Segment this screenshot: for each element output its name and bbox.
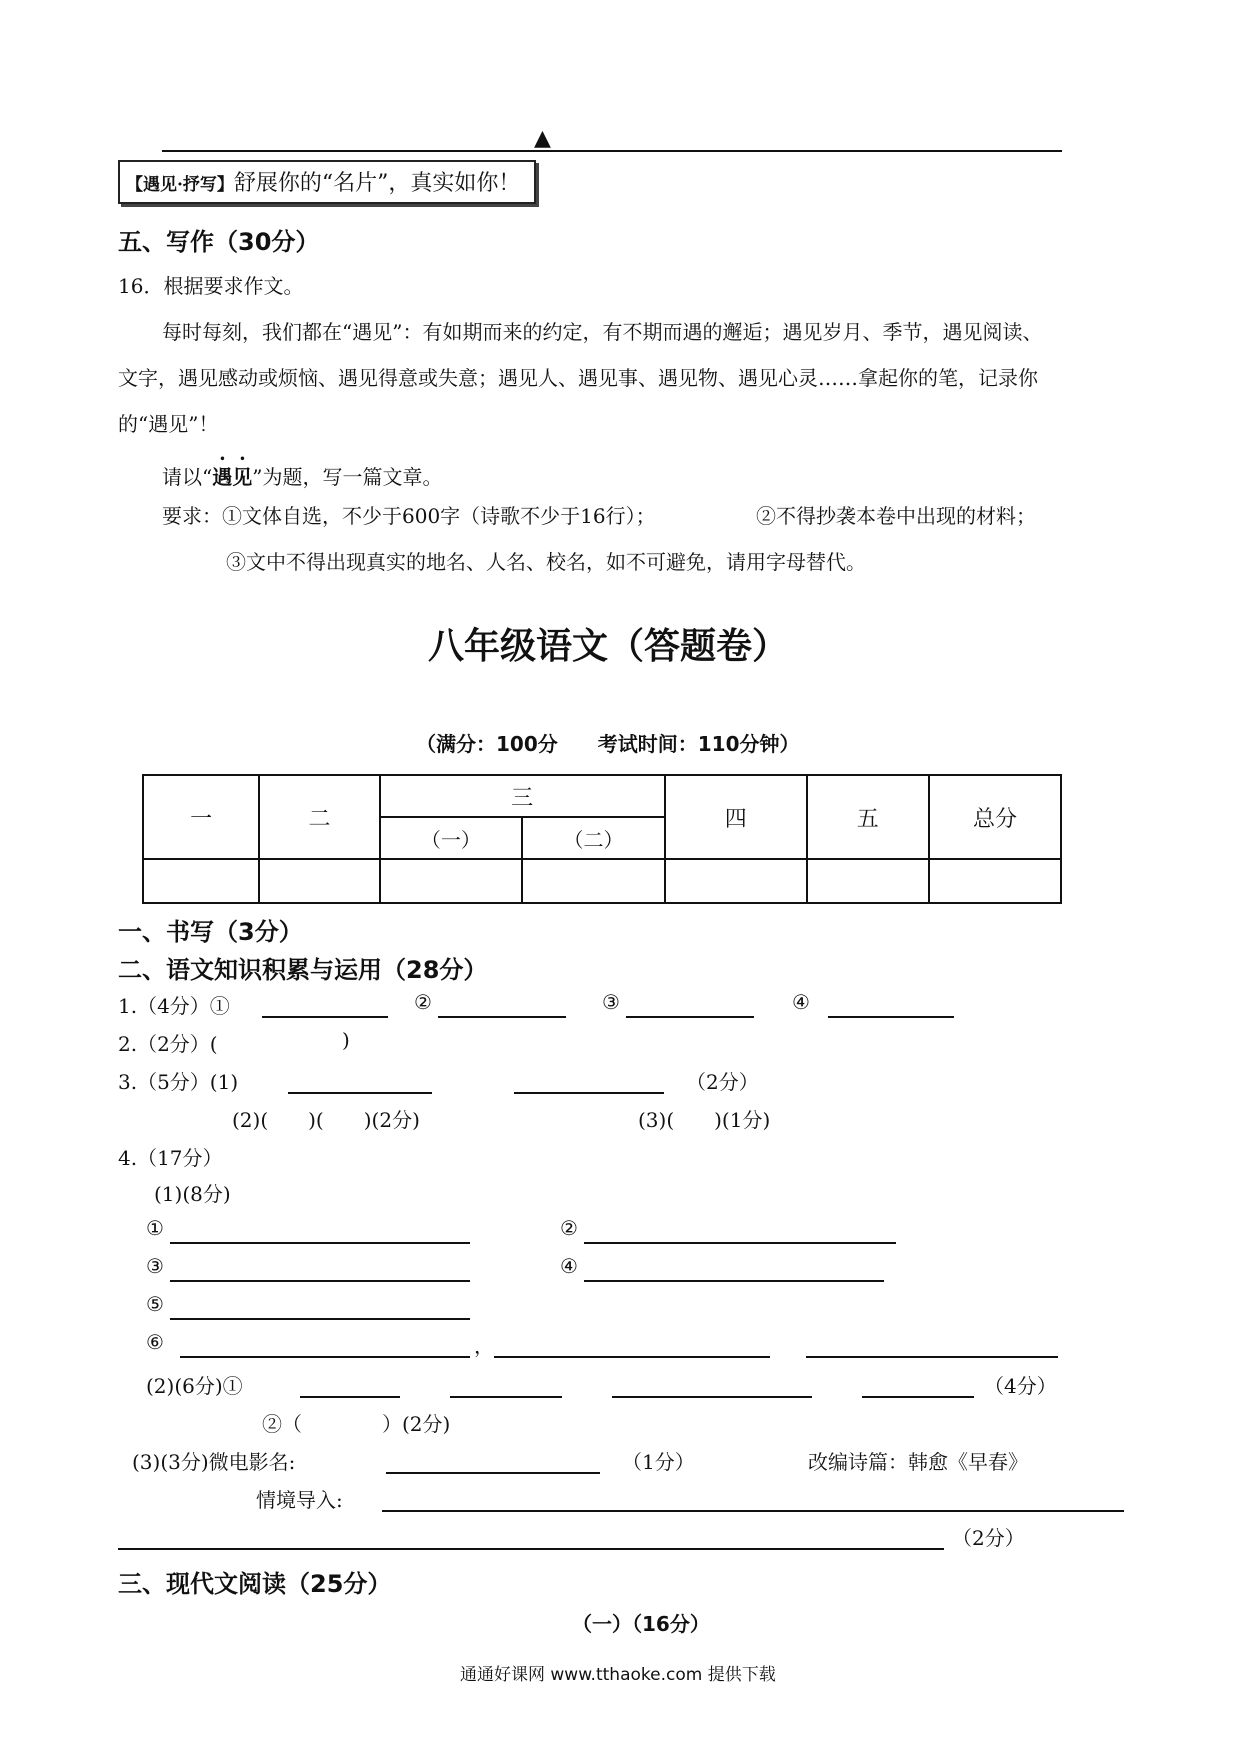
writing-para-line-2: 文字，遇见感动或烦恼、遇见得意或失意；遇见人、遇见事、遇见物、遇见心灵……拿起你的笔，记录你	[118, 366, 1038, 390]
score-col-total: 总分	[929, 775, 1061, 859]
tag-text: 舒展你的“名片”，真实如你！	[233, 171, 521, 196]
q3-points: （2分）	[686, 1070, 759, 1094]
writing-prompt	[162, 454, 442, 490]
q2-close: )	[342, 1028, 350, 1052]
q4-part-1: (1)(8分)	[154, 1182, 231, 1206]
writing-para-line-1: 每时每刻，我们都在“遇见”：有如期而来的约定，有不期而遇的邂逅；遇见岁月、季节，遇见阅读、	[162, 320, 1043, 344]
q4-part-3: (3)(3分)微电影名:	[132, 1450, 296, 1474]
section-3-sub: （一）（16分）	[572, 1612, 710, 1636]
q4-circle-5: ⑤	[146, 1292, 164, 1316]
q4-answer-6b[interactable]	[494, 1330, 770, 1358]
writing-heading: 五、写作（30分）	[118, 228, 320, 256]
q4-2-points: （4分）	[984, 1374, 1057, 1398]
q4-2-answer-a[interactable]	[300, 1370, 400, 1398]
triangle-marker-icon: ▲	[534, 126, 551, 151]
q4-circle-2: ②	[560, 1216, 578, 1240]
q3-label: 3.（5分）(1)	[118, 1070, 239, 1094]
q1-answer-2[interactable]	[438, 990, 566, 1018]
q3-part-3: (3)( )(1分)	[638, 1108, 771, 1132]
score-cell[interactable]	[665, 859, 807, 903]
q4-circle-6: ⑥	[146, 1330, 164, 1354]
tag-bracket-label: 【遇见·抒写】	[126, 175, 234, 195]
writing-para-line-3: 的“遇见”！	[118, 412, 219, 436]
score-cell[interactable]	[143, 859, 259, 903]
q4-3-poem: 改编诗篇：韩愈《早春》	[808, 1450, 1028, 1474]
section-3-heading: 三、现代文阅读（25分）	[118, 1570, 392, 1598]
section-2-heading: 二、语文知识积累与运用（28分）	[118, 956, 488, 984]
q4-part-2b: ②（ ）(2分)	[262, 1412, 451, 1436]
q4-part-2: (2)(6分)①	[146, 1374, 243, 1398]
q1-answer-4[interactable]	[828, 990, 954, 1018]
q3-part-2: (2)( )( )(2分)	[232, 1108, 420, 1132]
question-16: 16．根据要求作文。	[118, 274, 304, 298]
scene-intro-input-2[interactable]	[118, 1522, 944, 1550]
q4-3-points: （1分）	[622, 1450, 695, 1474]
score-col-1: 一	[143, 775, 259, 859]
score-cell[interactable]	[807, 859, 929, 903]
requirements-line-1b: ②不得抄袭本卷中出现的材料；	[756, 504, 1036, 528]
section-1-heading: 一、书写（3分）	[118, 918, 303, 946]
tag-box	[118, 160, 536, 204]
q1-answer-1[interactable]	[262, 990, 388, 1018]
q2-label: 2.（2分）(	[118, 1032, 218, 1056]
q1-mark-4: ④	[792, 990, 810, 1014]
score-table	[142, 774, 1062, 904]
q4-2-answer-c[interactable]	[612, 1370, 812, 1398]
footer: 通通好课网 www.tthaoke.com 提供下载	[460, 1665, 776, 1685]
q4-circle-3: ③	[146, 1254, 164, 1278]
requirements-line-1: 要求：①文体自选，不少于600字（诗歌不少于16行）；	[162, 504, 656, 528]
q1-mark-2: ②	[414, 990, 432, 1014]
q4-answer-4[interactable]	[584, 1254, 884, 1282]
answer-sheet-subtitle: （满分：100分 考试时间：110分钟）	[416, 732, 800, 756]
q4-answer-2[interactable]	[584, 1216, 896, 1244]
score-col-3b: （二）	[522, 817, 665, 859]
prompt-post: ”为题，写一篇文章。	[252, 465, 443, 489]
q4-3-scene-label: 情境导入:	[256, 1488, 343, 1512]
q1-label: 1.（4分）①	[118, 994, 230, 1018]
prompt-topic: 遇见	[212, 465, 253, 489]
q4-circle-4: ④	[560, 1254, 578, 1278]
q4-answer-6c[interactable]	[806, 1330, 1058, 1358]
q1-mark-3: ③	[602, 990, 620, 1014]
q4-comma: ，	[474, 1334, 494, 1358]
q4-answer-1[interactable]	[170, 1216, 470, 1244]
score-col-3: 三	[380, 775, 665, 817]
q4-answer-3[interactable]	[170, 1254, 470, 1282]
q4-answer-6a[interactable]	[180, 1330, 470, 1358]
q4-circle-1: ①	[146, 1216, 164, 1240]
score-cell[interactable]	[259, 859, 379, 903]
requirements-line-2: ③文中不得出现真实的地名、人名、校名，如不可避免，请用字母替代。	[226, 550, 866, 574]
score-col-5: 五	[807, 775, 929, 859]
q4-answer-5[interactable]	[170, 1292, 470, 1320]
q4-2-answer-d[interactable]	[862, 1370, 974, 1398]
prompt-pre: 请以“	[162, 465, 213, 489]
score-col-4: 四	[665, 775, 807, 859]
scene-intro-input-1[interactable]	[382, 1484, 1124, 1512]
q4-2-answer-b[interactable]	[450, 1370, 562, 1398]
score-cell[interactable]	[929, 859, 1061, 903]
score-col-3a: （一）	[380, 817, 523, 859]
q3-answer-1a[interactable]	[288, 1066, 432, 1094]
score-col-2: 二	[259, 775, 379, 859]
score-cell[interactable]	[380, 859, 523, 903]
micro-film-name-input[interactable]	[386, 1446, 600, 1474]
q1-answer-3[interactable]	[626, 990, 754, 1018]
score-cell[interactable]	[522, 859, 665, 903]
top-rule	[162, 150, 1062, 152]
q4-label: 4.（17分）	[118, 1146, 223, 1170]
q3-answer-1b[interactable]	[514, 1066, 664, 1094]
q4-3-scene-points: （2分）	[952, 1526, 1025, 1550]
answer-sheet-title: 八年级语文（答题卷）	[428, 626, 789, 667]
